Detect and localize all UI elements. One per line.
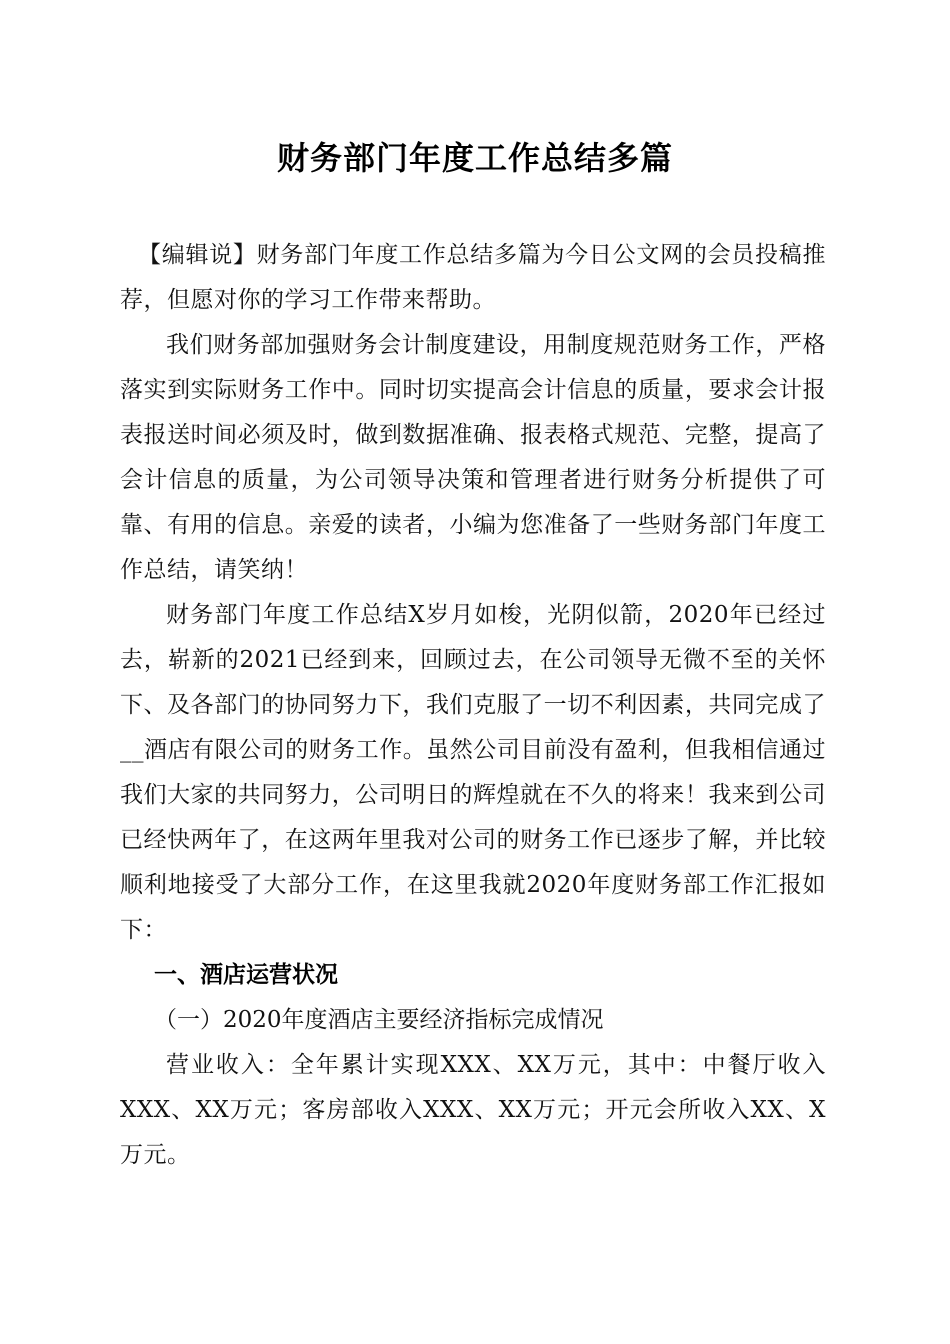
- summary-paragraph: 财务部门年度工作总结X岁月如梭，光阴似箭，2020年已经过去，崭新的2021已经到来，回顾过去，在公司领导无微不至的关怀下、及各部门的协同努力下，我们克服了一切不利因素，共同完成了__酒店有限公司的财务工作。虽然公司目前没有盈利，但我相信通过我们大家的共同努力，公司明日的辉煌就在不久的将来！我来到公司已经快两年了，在这两年里我对公司的财务工作已逐步了解，并比较顺利地接受了大部分工作，在这里我就2020年度财务部工作汇报如下：: [120, 602, 826, 943]
- section-heading-hotel-operations: 一、酒店运营状况: [154, 962, 338, 988]
- editor-note-paragraph: 【编辑说】财务部门年度工作总结多篇为今日公文网的会员投稿推荐，但愿对你的学习工作带来帮助。: [120, 242, 826, 313]
- intro-paragraph: 我们财务部加强财务会计制度建设，用制度规范财务工作，严格落实到实际财务工作中。同时切实提高会计信息的质量，要求会计报表报送时间必须及时，做到数据准确、报表格式规范、完整，提高了会计信息的质量，为公司领导决策和管理者进行财务分析提供了可靠、有用的信息。亲爱的读者，小编为您准备了一些财务部门年度工作总结，请笑纳！: [120, 332, 826, 583]
- revenue-paragraph: 营业收入：全年累计实现XXX、XX万元，其中：中餐厅收入XXX、XX万元；客房部收入XXX、XX万元；开元会所收入XX、X万元。: [120, 1052, 826, 1168]
- document-title: 财务部门年度工作总结多篇: [276, 139, 673, 177]
- document-body: [120, 233, 826, 1178]
- subsection-heading-economic-indicators: （一）2020年度酒店主要经济指标完成情况: [154, 1007, 604, 1033]
